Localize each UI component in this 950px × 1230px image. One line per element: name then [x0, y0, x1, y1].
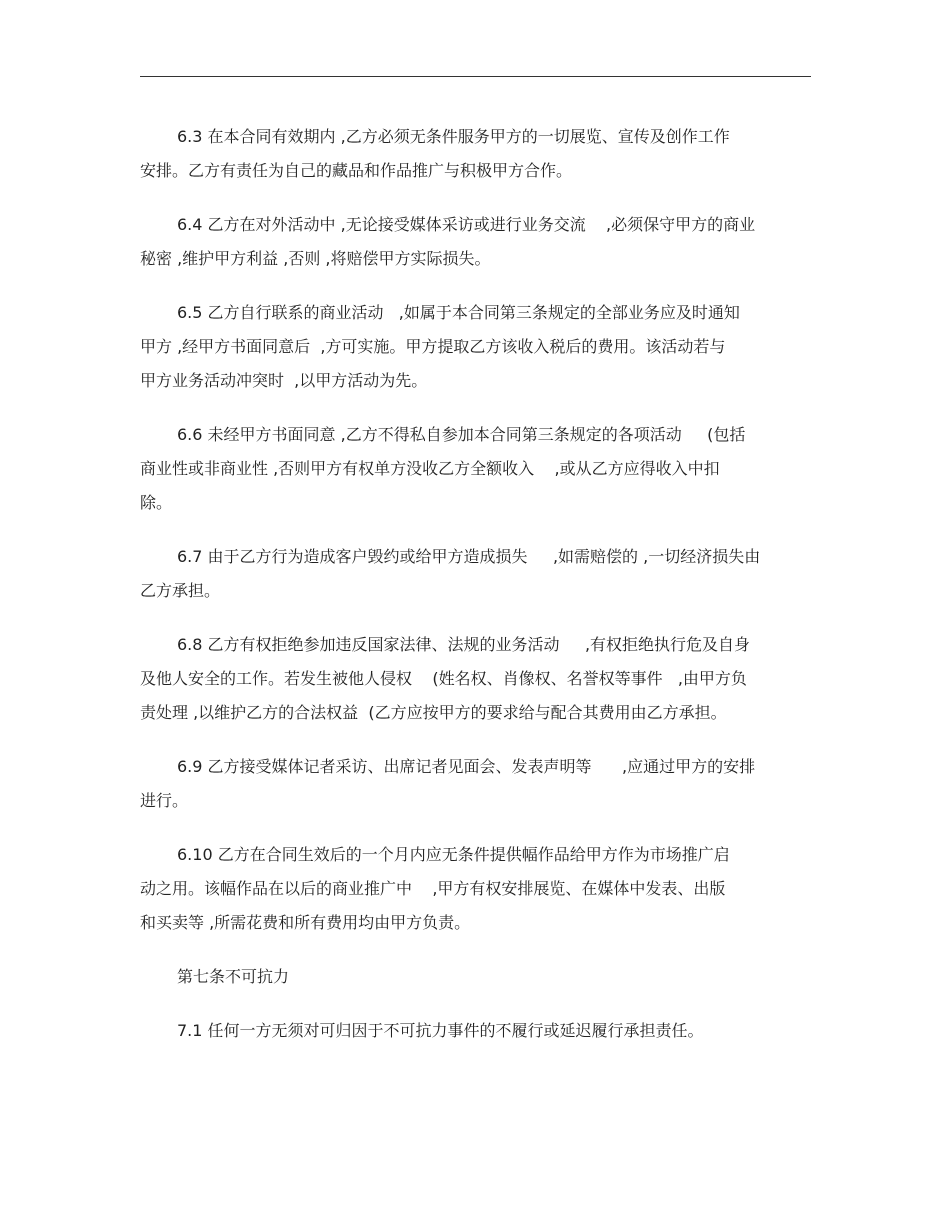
clause-6-6 — [140, 418, 820, 520]
clause-6-4 — [140, 208, 820, 276]
header-rule — [140, 76, 811, 77]
text-line: 6.6 未经甲方书面同意 ,乙方不得私自参加本合同第三条规定的各项活动 (包括 — [177, 425, 746, 444]
clause-6-10 — [140, 838, 820, 940]
text-line: 7.1 任何一方无须对可归因于不可抗力事件的不履行或延迟履行承担责任。 — [177, 1021, 704, 1040]
text-line: 甲方业务活动冲突时 ,以甲方活动为先。 — [140, 371, 428, 390]
text-line: 秘密 ,维护甲方利益 ,否则 ,将赔偿甲方实际损失。 — [140, 249, 491, 268]
document-body — [140, 120, 820, 1068]
text-line: 责处理 ,以维护乙方的合法权益 (乙方应按甲方的要求给与配合其费用由乙方承担。 — [140, 703, 727, 722]
text-line: 及他人安全的工作。若发生被他人侵权 (姓名权、肖像权、名誉权等事件 ,由甲方负 — [140, 669, 747, 688]
clause-6-3 — [140, 120, 820, 188]
text-line: 乙方承担。 — [140, 581, 221, 600]
text-line: 甲方 ,经甲方书面同意后 ,方可实施。甲方提取乙方该收入税后的费用。该活动若与 — [140, 337, 726, 356]
text-line: 6.10 乙方在合同生效后的一个月内应无条件提供幅作品给甲方作为市场推广启 — [177, 845, 730, 864]
text-line: 除。 — [140, 493, 173, 512]
text-line: 6.7 由于乙方行为造成客户毁约或给甲方造成损失 ,如需赔偿的 ,一切经济损失由 — [177, 547, 761, 566]
clause-6-9 — [140, 750, 820, 818]
section-heading: 第七条不可抗力 — [177, 967, 290, 986]
text-line: 6.8 乙方有权拒绝参加违反国家法律、法规的业务活动 ,有权拒绝执行危及自身 — [177, 635, 751, 654]
text-line: 6.3 在本合同有效期内 ,乙方必须无条件服务甲方的一切展览、宣传及创作工作 — [177, 127, 730, 146]
clause-6-7 — [140, 540, 820, 608]
section-heading-article-7 — [140, 960, 820, 994]
text-line: 6.4 乙方在对外活动中 ,无论接受媒体采访或进行业务交流 ,必须保守甲方的商业 — [177, 215, 756, 234]
clause-6-8 — [140, 628, 820, 730]
text-line: 商业性或非商业性 ,否则甲方有权单方没收乙方全额收入 ,或从乙方应得收入中扣 — [140, 459, 720, 478]
text-line: 6.9 乙方接受媒体记者采访、出席记者见面会、发表声明等 ,应通过甲方的安排 — [177, 757, 756, 776]
clause-7-1 — [140, 1014, 820, 1048]
text-line: 和买卖等 ,所需花费和所有费用均由甲方负责。 — [140, 913, 471, 932]
text-line: 进行。 — [140, 791, 189, 810]
clause-6-5 — [140, 296, 820, 398]
text-line: 动之用。该幅作品在以后的商业推广中 ,甲方有权安排展览、在媒体中发表、出版 — [140, 879, 726, 898]
text-line: 安排。乙方有责任为自己的藏品和作品推广与积极甲方合作。 — [140, 161, 573, 180]
text-line: 6.5 乙方自行联系的商业活动 ,如属于本合同第三条规定的全部业务应及时通知 — [177, 303, 740, 322]
